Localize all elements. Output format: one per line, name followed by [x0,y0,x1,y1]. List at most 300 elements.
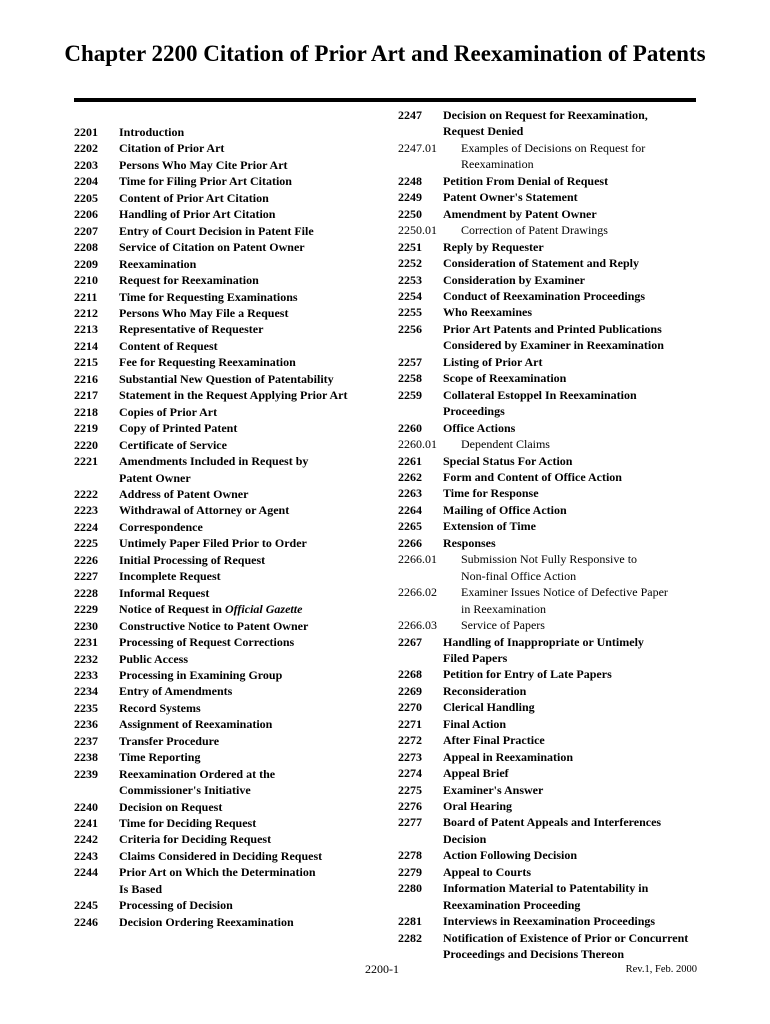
toc-entry [398,814,703,830]
section-title-text: Fee for Requesting Reexamination [119,355,296,370]
section-number: 2260 [398,420,422,435]
toc-entry [74,897,374,913]
section-title [119,749,200,765]
toc-entry [74,223,374,239]
section-title-text: Dependent Claims [461,437,550,452]
section-title [443,847,577,863]
section-number: 2256 [398,321,422,336]
toc-entry [398,831,703,847]
section-title [443,864,531,880]
section-number: 2271 [398,716,422,731]
section-title-text: Copy of Printed Patent [119,421,238,436]
section-title [119,815,256,831]
section-title [443,469,622,485]
section-number: 2275 [398,782,422,797]
toc-entry [398,354,703,370]
toc-entry [398,765,703,781]
toc-entry [398,222,703,238]
section-title-text: Non-final Office Action [461,568,577,583]
section-title-text: Considered by Examiner in Reexamination [443,338,664,353]
section-title [119,437,227,453]
section-title-text: Service of Citation on Patent Owner [119,240,305,255]
toc-entry [398,436,703,452]
section-title [119,124,184,140]
section-title-text: Petition for Entry of Late Papers [443,667,612,682]
section-number: 2240 [74,799,98,814]
section-title [119,453,308,469]
section-title [443,206,597,222]
section-title [119,618,308,634]
section-title [119,190,269,206]
toc-entry [74,881,374,897]
section-number: 2272 [398,733,422,748]
section-number: 2254 [398,288,422,303]
section-title [119,486,248,502]
toc-entry [398,946,703,962]
page-number: 2200-1 [365,962,399,976]
section-title-text: Board of Patent Appeals and Interferences [443,815,662,830]
section-number: 2204 [74,174,98,189]
section-title [119,601,302,617]
section-title [443,502,567,518]
toc-entry [398,551,703,567]
toc-entry [398,485,703,501]
section-number: 2217 [74,388,98,403]
section-number: 2250.01 [398,223,437,238]
section-number [398,601,443,617]
section-number: 2267 [398,634,422,649]
section-title [443,173,608,189]
section-title-text: Assignment of Reexamination [119,717,273,732]
section-title-text: Appeal to Courts [443,864,532,879]
section-title-text: Appeal Brief [443,766,509,781]
toc-entry [398,798,703,814]
section-title-text: Processing of Decision [119,898,233,913]
section-title [119,552,265,568]
section-title-text: Amendments Included in Request by [119,454,309,469]
section-title [119,831,271,847]
section-number: 2234 [74,684,98,699]
section-number: 2220 [74,437,98,452]
toc-entry [74,914,374,930]
section-title [443,634,644,650]
section-number: 2225 [74,536,98,551]
section-title-text: Conduct of Reexamination Proceedings [443,288,646,303]
section-title [443,387,637,403]
toc-entry [398,732,703,748]
section-number: 2249 [398,190,422,205]
section-title-text: Submission Not Fully Responsive to [461,552,638,567]
section-title-text: Petition From Denial of Request [443,173,609,188]
section-title-text: Reexamination [119,256,197,271]
section-number: 2258 [398,371,422,386]
section-title-text: Examiner Issues Notice of Defective Paper [461,585,668,600]
section-title [443,782,543,798]
section-number: 2238 [74,750,98,765]
section-title [119,881,162,897]
section-number: 2269 [398,683,422,698]
section-title-text: Withdrawal of Attorney or Agent [119,503,290,518]
toc-entry [74,420,374,436]
section-title-text: Transfer Procedure [119,733,220,748]
section-title-text: Who Reexamines [443,305,532,320]
title-rule [74,98,696,102]
section-title-text: Listing of Prior Art [443,354,543,369]
toc-entry [74,256,374,272]
section-number: 2268 [398,667,422,682]
toc-entry [74,848,374,864]
section-number [74,881,119,897]
section-number: 2230 [74,618,98,633]
toc-entry [398,584,703,600]
section-title [119,354,296,370]
section-title-text: Proceedings and Decisions Thereon [443,947,625,962]
section-title-text: Consideration of Statement and Reply [443,256,640,271]
section-title [119,667,282,683]
toc-entry [398,601,703,617]
section-title-text: Request Denied [443,124,524,139]
section-title-text: Record Systems [119,700,201,715]
toc-entry [398,782,703,798]
section-number: 2208 [74,240,98,255]
section-title [119,651,188,667]
section-number: 2273 [398,749,422,764]
toc-entry [74,190,374,206]
toc-entry [398,453,703,469]
toc-entry [74,502,374,518]
section-title-text: Persons Who May File a Request [119,305,289,320]
toc-entry [398,403,703,419]
toc-entry [74,634,374,650]
toc-entry [74,486,374,502]
section-number: 2209 [74,256,98,271]
section-number: 2278 [398,848,422,863]
section-title-text: Informal Request [119,585,210,600]
section-number: 2274 [398,766,422,781]
section-title-text: Persons Who May Cite Prior Art [119,157,288,172]
section-title-text: Oral Hearing [443,799,512,814]
chapter-title: Chapter 2200 Citation of Prior Art and Reexamination of Patents [64,41,706,66]
section-number: 2262 [398,469,422,484]
section-number: 2237 [74,733,98,748]
section-number: 2213 [74,322,98,337]
section-number: 2201 [74,125,98,139]
section-title [119,272,259,288]
section-title [443,535,496,551]
section-title-text: Decision Ordering Reexamination [119,914,294,929]
section-number: 2259 [398,387,422,402]
section-title [119,256,196,272]
section-title-text: Scope of Reexamination [443,371,567,386]
toc-entry [74,815,374,831]
section-title-text: After Final Practice [443,733,545,748]
section-number: 2276 [398,799,422,814]
section-number [398,123,443,139]
section-title [443,337,664,353]
section-title [119,239,305,255]
section-title [443,321,662,337]
section-title-text: Entry of Amendments [119,684,233,699]
section-title-text: Prior Art on Which the Determination [119,865,316,880]
section-number: 2231 [74,635,98,650]
section-number: 2263 [398,486,422,501]
section-title [443,222,608,238]
section-number: 2218 [74,404,98,419]
toc-entry [398,930,703,946]
toc-entry [74,749,374,765]
section-title [119,535,307,551]
section-title [119,157,288,173]
section-title-text: Reexamination Proceeding [443,897,581,912]
section-number [74,470,119,486]
toc-entry [74,519,374,535]
section-title [443,354,542,370]
toc-entry [74,733,374,749]
section-title [119,568,221,584]
section-title [119,848,322,864]
section-title-text: Time Reporting [119,750,201,765]
section-title [443,156,534,172]
section-number: 2239 [74,766,98,781]
section-title [443,831,486,847]
toc-entry [74,206,374,222]
toc-entry [74,831,374,847]
section-title [443,749,573,765]
section-title [443,403,505,419]
section-title [443,140,645,156]
section-number: 2246 [74,914,98,929]
section-title [119,289,298,305]
section-title-text: Is Based [119,881,163,896]
section-number: 2216 [74,371,98,386]
toc-entry [74,700,374,716]
toc-entry [398,502,703,518]
section-title [443,551,637,567]
section-title [119,305,288,321]
section-title-text: Consideration by Examiner [443,272,586,287]
toc-entry [398,156,703,172]
toc-entry [74,404,374,420]
toc-entry [74,601,374,617]
section-title [443,930,688,946]
section-number: 2224 [74,519,98,534]
section-title-text: Initial Processing of Request [119,552,266,567]
toc-entry [74,766,374,782]
section-title-text: Responses [443,535,496,550]
toc-entry [74,321,374,337]
section-title [443,699,535,715]
section-title-italic: Official Gazette [224,602,303,617]
section-title [443,666,612,682]
section-number: 2221 [74,454,98,469]
toc-entry [74,470,374,486]
section-title-text: Office Actions [443,420,516,435]
section-number: 2248 [398,173,422,188]
section-title-text: Proceedings [443,404,505,419]
toc-entry [74,568,374,584]
section-number: 2241 [74,816,98,831]
toc-entry [74,124,374,140]
toc-entry [74,799,374,815]
toc-entry [74,585,374,601]
section-number: 2212 [74,305,98,320]
toc-entry [74,354,374,370]
section-title [443,272,585,288]
section-number: 2279 [398,864,422,879]
toc-entry [398,749,703,765]
toc-entry [398,337,703,353]
section-title-text: Processing in Examining Group [119,667,283,682]
section-title-text: Examiner's Answer [443,782,544,797]
section-title-text: Claims Considered in Deciding Request [119,848,323,863]
section-title [443,420,515,436]
section-title-text: in Reexamination [461,601,546,616]
section-title-text: Time for Requesting Examinations [119,289,298,304]
section-title-text: Special Status For Action [443,453,573,468]
section-title [119,173,292,189]
toc-entry [398,634,703,650]
toc-entry [398,288,703,304]
section-number: 2280 [398,881,422,896]
section-number: 2266 [398,535,422,550]
toc-entry [74,552,374,568]
section-title [119,864,316,880]
section-number: 2227 [74,569,98,584]
section-number: 2210 [74,273,98,288]
section-number: 2247 [398,108,422,122]
toc-entry [398,535,703,551]
section-title [443,304,532,320]
section-title [443,436,550,452]
section-title-text: Patent Owner [119,470,191,485]
section-number: 2235 [74,700,98,715]
toc-entry [398,189,703,205]
section-number: 2253 [398,272,422,287]
section-title [443,107,648,123]
toc-entry [74,387,374,403]
section-number [398,831,443,847]
section-number: 2222 [74,486,98,501]
toc-entry [74,864,374,880]
section-title [443,370,566,386]
section-title-text: Final Action [443,716,507,731]
toc-entry [398,716,703,732]
section-title [443,601,546,617]
section-title [119,634,294,650]
section-title [119,338,218,354]
section-title-text: Entry of Court Decision in Patent File [119,223,314,238]
section-title-text: Correction of Patent Drawings [461,223,608,238]
section-title-text: Notice of Request in [119,602,225,617]
section-number: 2250 [398,206,422,221]
section-title-text: Patent Owner's Statement [443,190,578,205]
toc-entry [398,617,703,633]
section-title [119,387,347,403]
section-number: 2236 [74,717,98,732]
section-number: 2202 [74,141,98,156]
toc-entry [398,304,703,320]
section-number: 2255 [398,305,422,320]
section-title [119,371,334,387]
section-title [443,716,506,732]
toc-entry [398,272,703,288]
section-number: 2223 [74,503,98,518]
section-title [119,716,272,732]
section-number [398,337,443,353]
section-number [398,650,443,666]
section-title [119,223,314,239]
toc-entry [74,667,374,683]
section-title [119,420,237,436]
section-title-text: Citation of Prior Art [119,141,225,156]
section-number: 2260.01 [398,437,437,452]
section-title-text: Decision on Request [119,799,223,814]
toc-entry [74,239,374,255]
section-title-text: Mailing of Office Action [443,502,567,517]
toc-entry [398,370,703,386]
section-title [443,897,580,913]
section-title [119,914,294,930]
section-title-text: Handling of Inappropriate or Untimely [443,634,644,649]
section-title [443,288,645,304]
toc-entry [74,535,374,551]
section-title-text: Time for Deciding Request [119,816,257,831]
section-title-text: Interviews in Reexamination Proceedings [443,914,656,929]
section-title [443,123,523,139]
section-title [443,765,509,781]
toc-entry [74,651,374,667]
section-title-text: Appeal in Reexamination [443,749,574,764]
toc-entry [74,782,374,798]
section-title [119,519,203,535]
section-title-text: Copies of Prior Art [119,404,218,419]
section-title-text: Service of Papers [461,618,545,633]
section-title [119,700,201,716]
section-title-text: Content of Prior Art Citation [119,190,269,205]
toc-entry [74,338,374,354]
section-number: 2251 [398,239,422,254]
section-number: 2252 [398,256,422,271]
toc-entry [398,255,703,271]
section-title-text: Introduction [119,125,185,139]
toc-entry [74,716,374,732]
section-title-text: Criteria for Deciding Request [119,832,272,847]
section-number: 2281 [398,914,422,929]
section-number: 2282 [398,930,422,945]
section-title [443,239,544,255]
section-title-text: Filed Papers [443,650,508,665]
section-title-text: Time for Filing Prior Art Citation [119,174,292,189]
section-number: 2266.02 [398,585,437,600]
toc-entry [398,469,703,485]
section-title [443,255,639,271]
section-title-text: Correspondence [119,519,203,534]
section-title-text: Content of Request [119,338,218,353]
section-title-text: Commissioner's Initiative [119,783,251,798]
section-title-text: Certificate of Service [119,437,227,452]
revision-note: Rev.1, Feb. 2000 [625,964,697,975]
section-title [443,946,624,962]
section-title [119,502,289,518]
section-number: 2243 [74,848,98,863]
section-number: 2215 [74,355,98,370]
toc-left-column [74,124,374,930]
section-title [119,766,275,782]
section-number [74,782,119,798]
section-title-text: Extension of Time [443,519,536,534]
toc-entry [398,913,703,929]
section-title-text: Reply by Requester [443,239,544,254]
